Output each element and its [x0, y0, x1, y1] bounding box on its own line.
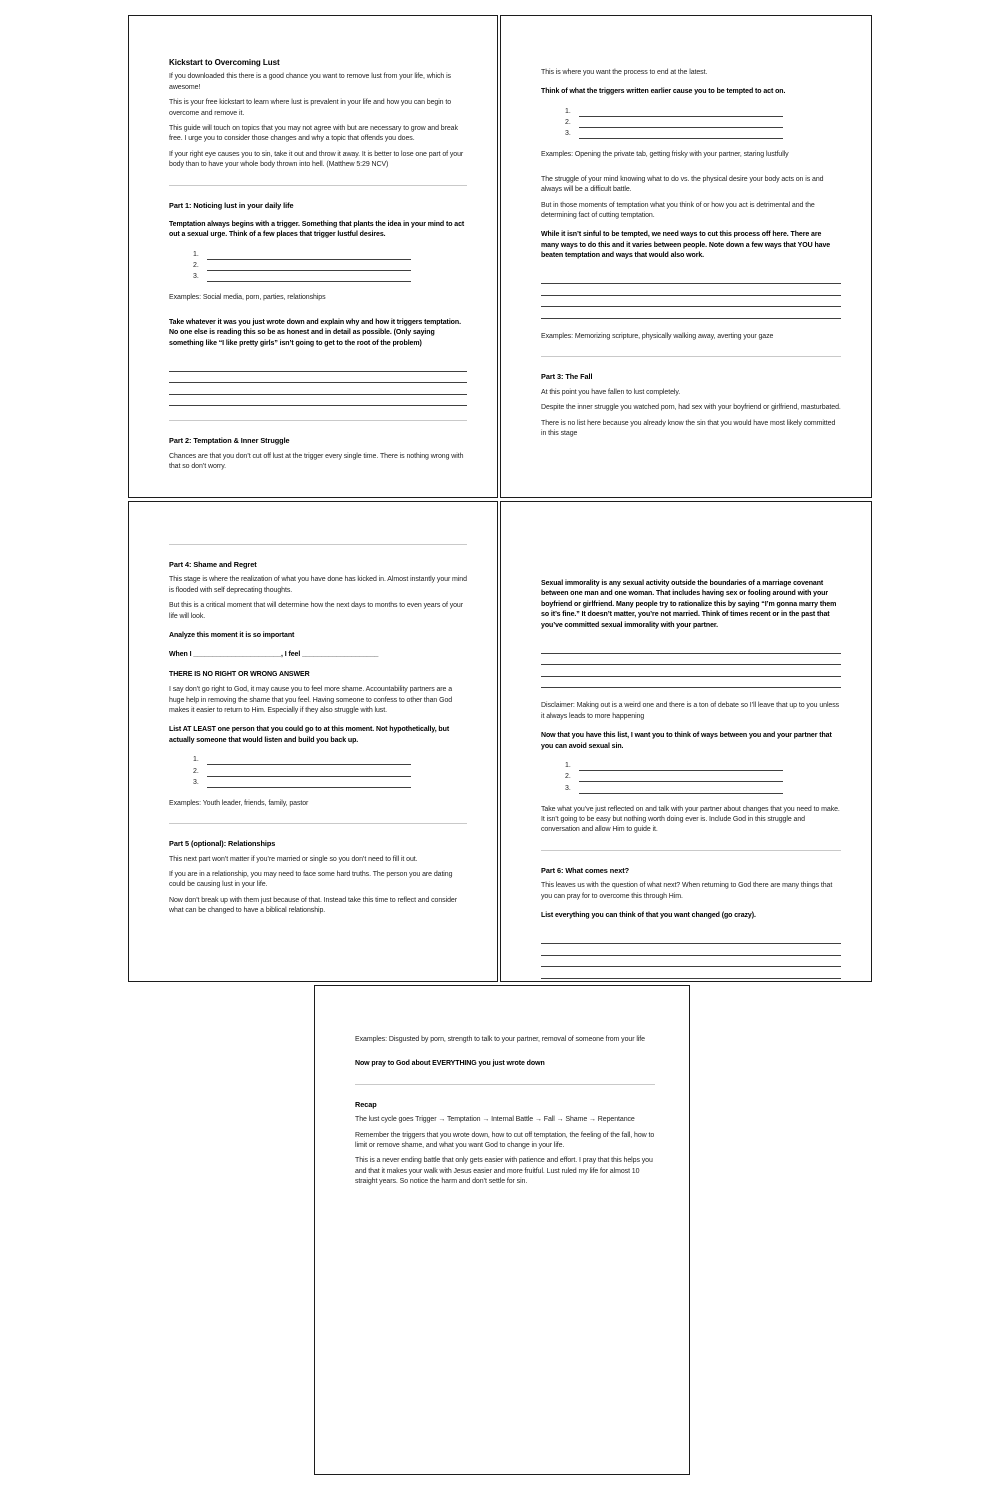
blank-line: [207, 260, 411, 271]
paragraph: But this is a critical moment that will determine how the next days to months to even years of your life will look.: [169, 602, 463, 620]
paragraph: This leaves us with the question of what next? When returning to God there are many things that you can pray for to overcome this through Him.: [541, 882, 833, 900]
paragraph: I say don’t go right to God, it may cause you to feel more shame. Accountability partners are a huge help in removing the shame that you feel. Having someone to confess to other than God makes it easier to return to Him. Especially if they also struggle with lust.: [169, 686, 453, 715]
prompt-paragraph: Take whatever it was you just wrote down and explain why and how it triggers temptation. No one else is reading this so be as honest and in detail as possible. (Only saying something like “I like pretty girls” isn’t going to get to the root of the problem): [169, 318, 461, 347]
write-line: [169, 372, 467, 384]
blank-line: [207, 765, 411, 776]
paragraph: This stage is where the realization of what you have done has kicked in. Almost instantly your mind is flooded with self deprecating thoughts.: [169, 576, 467, 594]
blank-line: [579, 782, 783, 793]
blank-line: [207, 271, 411, 282]
section-heading-part-1: Part 1: Noticing lust in your daily life: [169, 200, 294, 210]
list-number: 3.: [565, 130, 571, 138]
paragraph: Despite the inner struggle you watched porn, had sex with your boyfriend or girlfriend, masturbated.: [541, 404, 841, 412]
list-number: 3.: [565, 784, 571, 792]
section-divider: [169, 544, 467, 545]
write-lines: [541, 932, 841, 978]
blank-line: [207, 754, 411, 765]
prompt-paragraph: Think of what the triggers written earlier cause you to be tempted to act on.: [541, 88, 786, 96]
section-heading-recap: Recap: [355, 1099, 377, 1109]
prompt-paragraph: Now that you have this list, I want you to think of ways between you and your partner that you can avoid sexual sin.: [541, 732, 832, 750]
disclaimer-text: Disclaimer: Making out is a weird one and there is a ton of debate so I’ll leave that up to you unless it always leads to more happening: [541, 702, 840, 720]
write-line: [541, 932, 841, 944]
numbered-blank-list: [169, 249, 467, 283]
numbered-blank-list: [169, 754, 467, 788]
closing-paragraph: This is a never ending battle that only gets easier with patience and effort. I pray that this helps you and that it makes your walk with Jesus easier and more fruitful. Lust ruled my life for almost 10 straight years. So notice the harm and don’t settle for sin.: [355, 1157, 653, 1186]
prompt-paragraph: Analyze this moment it is so important: [169, 632, 295, 640]
emphasis-line: THERE IS NO RIGHT OR WRONG ANSWER: [169, 670, 310, 678]
write-line: [541, 307, 841, 319]
paragraph: Now don’t break up with them just because of that. Instead take this time to reflect and consider what can be changed to have a biblical relationship.: [169, 896, 457, 915]
list-number: 2.: [565, 119, 571, 127]
blank-line: [207, 249, 411, 260]
examples-text: Examples: Disgusted by porn, strength to talk to your partner, removal of someone from your life: [355, 1036, 645, 1043]
lust-cycle-line: The lust cycle goes Trigger → Temptation → Internal Battle → Fall → Shame → Repentance: [355, 1116, 635, 1124]
paragraph: Chances are that you don’t cut off lust at the trigger every single time. There is nothing wrong with that so don’t worry.: [169, 452, 464, 471]
write-line: [541, 273, 841, 285]
paragraph: The struggle of your mind knowing what to do vs. the physical desire your body acts on is and always will be a difficult battle.: [541, 175, 824, 194]
section-heading-part-3: Part 3: The Fall: [541, 372, 593, 382]
list-item: [565, 760, 841, 771]
paragraph: There is no list here because you already know the sin that you would have most likely committed in this stage: [541, 419, 836, 438]
section-divider: [541, 850, 841, 851]
list-item: [193, 754, 467, 765]
section-divider: [541, 356, 841, 357]
numbered-blank-list: [541, 106, 841, 140]
paragraph: This is where you want the process to end at the latest.: [541, 69, 708, 76]
numbered-blank-list: [541, 760, 841, 794]
write-lines: [169, 360, 467, 406]
examples-text: Examples: Social media, porn, parties, relationships: [169, 294, 326, 302]
write-line: [169, 360, 467, 372]
paragraph: If you downloaded this there is a good chance you want to remove lust from your life, which is awesome!: [169, 73, 451, 91]
write-line: [169, 395, 467, 407]
prompt-paragraph: Now pray to God about EVERYTHING you just wrote down: [355, 1060, 545, 1068]
blank-line: [579, 771, 783, 782]
page-5: [314, 985, 690, 1475]
paragraph: But in those moments of temptation what you think of or how you act is detrimental and the determining fact of cutting temptation.: [541, 201, 815, 219]
list-item: [565, 117, 841, 128]
scripture-paragraph: If your right eye causes you to sin, take it out and throw it away. It is better to lose one part of your body than to have your whole body thrown into hell. (Matthew 5:29 NCV): [169, 150, 464, 169]
write-lines: [541, 642, 841, 688]
list-number: 1.: [193, 756, 199, 764]
paragraph: Remember the triggers that you wrote down, how to cut off temptation, the feeling of the fall, how to limit or remove shame, and what you want God to change in your life.: [355, 1131, 655, 1150]
blank-line: [579, 117, 783, 128]
list-item: [193, 249, 467, 260]
paragraph: Take what you’ve just reflected on and talk with your partner about changes that you need to make. It isn’t going to be easy but nothing worth doing ever is. Include God in this struggle and conversation and allow Him to guide it.: [541, 805, 840, 834]
list-number: 1.: [193, 251, 199, 259]
section-heading-part-6: Part 6: What comes next?: [541, 865, 630, 875]
list-number: 1.: [565, 762, 571, 770]
list-item: [565, 106, 841, 117]
examples-text: Examples: Memorizing scripture, physically walking away, averting your gaze: [541, 333, 774, 340]
prompt-paragraph: Sexual immorality is any sexual activity outside the boundaries of a marriage covenant between one man and one woman. That includes having sex or fooling around with your boyfriend or girlfriend. Many people try to rationalize this by saying “I’m gonna marry them so it’s fine.” It doesn’t matter, you’re not married. Think of times recent or in the past that you’ve committed sexual immorality with your partner.: [541, 580, 837, 629]
paragraph: This is your free kickstart to learn where lust is prevalent in your life and how you can begin to overcome and remove it.: [169, 99, 452, 117]
write-line: [541, 956, 841, 968]
blank-line: [207, 777, 411, 788]
write-line: [541, 967, 841, 979]
list-item: [565, 128, 841, 139]
write-line: [541, 944, 841, 956]
write-line: [169, 383, 467, 395]
paragraph: This guide will touch on topics that you may not agree with but are necessary to grow and break free. I urge you to consider those changes and why a topic that offends you does.: [169, 125, 458, 143]
write-line: [541, 642, 841, 654]
list-item: [565, 782, 841, 793]
list-number: 3.: [193, 273, 199, 281]
section-divider: [355, 1084, 655, 1085]
paragraph: This next part won’t matter if you’re married or single so you don’t need to fill it out.: [169, 855, 418, 863]
prompt-paragraph: List everything you can think of that you want changed (go crazy).: [541, 912, 756, 920]
list-item: [193, 765, 467, 776]
list-number: 2.: [193, 262, 199, 270]
examples-text: Examples: Youth leader, friends, family, pastor: [169, 799, 309, 807]
section-divider: [169, 420, 467, 421]
list-item: [193, 271, 467, 282]
prompt-paragraph: While it isn’t sinful to be tempted, we need ways to cut this process off here. There are many ways to do this and it varies between people. Note down a few ways that YOU have beaten temptation and ways that would also work.: [541, 231, 831, 260]
paragraph: If you are in a relationship, you may need to face some hard truths. The person you are dating could be causing lust in your life.: [169, 871, 453, 889]
page-2: [500, 15, 872, 498]
write-line: [541, 654, 841, 666]
blank-line: [579, 760, 783, 771]
write-line: [541, 284, 841, 296]
page-4: [500, 501, 872, 982]
write-line: [541, 665, 841, 677]
page-3: [128, 501, 498, 982]
section-heading-part-5: Part 5 (optional): Relationships: [169, 839, 276, 849]
examples-text: Examples: Opening the private tab, getting frisky with your partner, staring lustfully: [541, 151, 789, 159]
write-line: [541, 296, 841, 308]
write-line: [541, 677, 841, 689]
document-title: Kickstart to Overcoming Lust: [169, 58, 280, 67]
page-1: [128, 15, 498, 498]
section-heading-part-2: Part 2: Temptation & Inner Struggle: [169, 436, 290, 446]
list-number: 2.: [193, 767, 199, 775]
prompt-paragraph: List AT LEAST one person that you could go to at this moment. Not hypothetically, but actually someone that would listen and build you back up.: [169, 726, 450, 744]
fill-in-blank-line: When I _______________________, I feel ____________________: [169, 651, 379, 659]
paragraph: At this point you have fallen to lust completely.: [541, 388, 681, 396]
section-divider: [169, 185, 467, 186]
section-divider: [169, 823, 467, 824]
list-item: [193, 260, 467, 271]
list-number: 2.: [565, 773, 571, 781]
list-item: [565, 771, 841, 782]
write-lines: [541, 273, 841, 319]
list-number: 3.: [193, 778, 199, 786]
blank-line: [579, 106, 783, 117]
list-number: 1.: [565, 108, 571, 115]
list-item: [193, 777, 467, 788]
section-heading-part-4: Part 4: Shame and Regret: [169, 560, 257, 569]
blank-line: [579, 128, 783, 139]
prompt-paragraph: Temptation always begins with a trigger. Something that plants the idea in your mind to act out a sexual urge. Think of a few places that trigger lustful desires.: [169, 221, 465, 239]
